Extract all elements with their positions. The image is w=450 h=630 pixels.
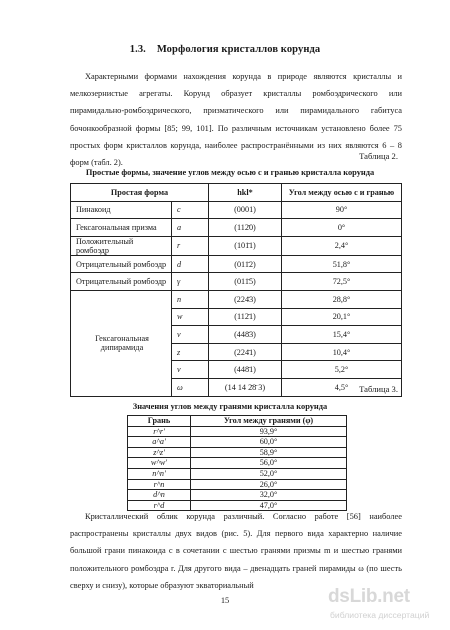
page-number: 15 bbox=[220, 596, 230, 605]
table-row bbox=[128, 437, 347, 448]
table2-header-form: Простая форма bbox=[71, 184, 209, 202]
section-heading bbox=[0, 44, 450, 55]
form-hkl: (224̄1) bbox=[209, 343, 282, 361]
table-row bbox=[71, 290, 402, 308]
face-pair: r^n bbox=[128, 479, 191, 490]
table3-face-angles bbox=[127, 415, 347, 511]
table2-simple-forms bbox=[70, 183, 402, 397]
form-hkl: (448̄1) bbox=[209, 361, 282, 379]
paragraph-intro: Характерными формами нахождения корунда в природе являются кристаллы и мелкозернистые агрегаты. Корунд образует кристаллы ромбоэдрического или пирамидально-ромбоэдрического, призматического или пирамидального габитуса бочонкообразной формы [85; 99, 101]. По различным источникам установлено более 75 простых форм кристаллов корунда, наиболее распространёнными из них являются 6 – 8 форм (табл. 2). bbox=[70, 72, 402, 168]
table2-header-row bbox=[71, 184, 402, 202]
table3-title: Значения углов между гранями кристалла корунда bbox=[132, 402, 328, 411]
form-hkl: (112̄0) bbox=[209, 219, 282, 237]
form-name: Отрицательный ромбоэдр bbox=[71, 255, 172, 273]
form-hkl: (14 14 2̄8̄ 3) bbox=[209, 378, 282, 396]
table-row bbox=[128, 490, 347, 501]
form-angle: 72,5° bbox=[282, 273, 402, 291]
face-pair: d^n bbox=[128, 490, 191, 501]
form-angle: 2,4° bbox=[282, 236, 402, 255]
face-pair: z^z' bbox=[128, 447, 191, 458]
form-angle: 51,8° bbox=[282, 255, 402, 273]
section-title: Морфология кристаллов корунда bbox=[156, 44, 321, 55]
form-angle: 10,4° bbox=[282, 343, 402, 361]
face-angle: 47,0° bbox=[191, 500, 347, 511]
table2-caption: Таблица 2. bbox=[359, 151, 398, 161]
face-pair: a^a' bbox=[128, 437, 191, 448]
form-angle: 90° bbox=[282, 201, 402, 219]
form-symbol: c bbox=[172, 201, 209, 219]
form-name: Положительный ромбоэдр bbox=[71, 236, 172, 255]
form-symbol: r bbox=[172, 236, 209, 255]
face-angle: 58,9° bbox=[191, 447, 347, 458]
table-row bbox=[128, 426, 347, 437]
form-symbol: ω bbox=[172, 378, 209, 396]
form-angle: 5,2° bbox=[282, 361, 402, 379]
face-pair: w^w' bbox=[128, 458, 191, 469]
table-row bbox=[128, 468, 347, 479]
face-angle: 52,0° bbox=[191, 468, 347, 479]
table-row bbox=[71, 273, 402, 291]
form-hkl: (0001) bbox=[209, 201, 282, 219]
table2-header-angle: Угол между осью c и гранью bbox=[282, 184, 402, 202]
table3-header-angle: Угол между гранями (φ) bbox=[191, 416, 347, 427]
face-pair: n^n' bbox=[128, 468, 191, 479]
form-angle: 0° bbox=[282, 219, 402, 237]
form-angle: 28,8° bbox=[282, 290, 402, 308]
form-symbol: w bbox=[172, 308, 209, 326]
face-angle: 26,0° bbox=[191, 479, 347, 490]
form-hkl: (112̄1) bbox=[209, 308, 282, 326]
face-angle: 60,0° bbox=[191, 437, 347, 448]
form-hkl: (448̄3) bbox=[209, 326, 282, 344]
form-name: Пинакоид bbox=[71, 201, 172, 219]
table-row bbox=[71, 255, 402, 273]
watermark bbox=[328, 586, 436, 624]
table-row bbox=[71, 219, 402, 237]
form-symbol: v bbox=[172, 361, 209, 379]
table3-header-row bbox=[128, 416, 347, 427]
table-row bbox=[71, 201, 402, 219]
form-angle: 20,1° bbox=[282, 308, 402, 326]
table-row bbox=[128, 447, 347, 458]
form-name: Отрицательный ромбоэдр bbox=[71, 273, 172, 291]
section-number: 1.3. bbox=[129, 44, 146, 55]
table2-title: Простые формы, значение углов между осью c и гранью кристалла корунда bbox=[85, 168, 375, 177]
table2-header-hkl: hkl* bbox=[209, 184, 282, 202]
watermark-logo: dsLib.net bbox=[328, 586, 410, 607]
form-hkl: (101̄1) bbox=[209, 236, 282, 255]
paragraph-crystal-habit: Кристаллический облик корунда различный. Согласно работе [56] наиболее распространены кристаллы двух видов (рис. 5). Для первого вида характерно наличие большой грани пинакоида c в сочетании с шестью гранями призмы m и шестью гранями положительного ромбоэдра r. Для другого вида – двенадцать граней пирамиды ω (по шесть сверху и снизу), которые образуют экваториальный bbox=[70, 512, 402, 590]
form-symbol: d bbox=[172, 255, 209, 273]
group-name-dipyramid: Гексагональная дипирамида bbox=[71, 290, 172, 396]
form-symbol: n bbox=[172, 290, 209, 308]
table-row bbox=[128, 458, 347, 469]
form-name: Гексагональная призма bbox=[71, 219, 172, 237]
form-angle: 4,5° bbox=[282, 378, 402, 396]
watermark-subtitle: библиотека диссертаций bbox=[330, 610, 430, 620]
form-angle: 15,4° bbox=[282, 326, 402, 344]
face-angle: 93,9° bbox=[191, 426, 347, 437]
form-symbol: z bbox=[172, 343, 209, 361]
form-hkl: (011̄5) bbox=[209, 273, 282, 291]
form-hkl: (011̄2) bbox=[209, 255, 282, 273]
face-pair: r^r' bbox=[128, 426, 191, 437]
face-angle: 32,0° bbox=[191, 490, 347, 501]
form-symbol: γ bbox=[172, 273, 209, 291]
table-row bbox=[71, 236, 402, 255]
table3-caption: Таблица 3. bbox=[359, 384, 398, 394]
table3-header-face: Грань bbox=[128, 416, 191, 427]
form-symbol: v bbox=[172, 326, 209, 344]
face-angle: 56,0° bbox=[191, 458, 347, 469]
face-pair: r^d bbox=[128, 500, 191, 511]
form-symbol: a bbox=[172, 219, 209, 237]
form-hkl: (224̄3) bbox=[209, 290, 282, 308]
table-row bbox=[128, 479, 347, 490]
